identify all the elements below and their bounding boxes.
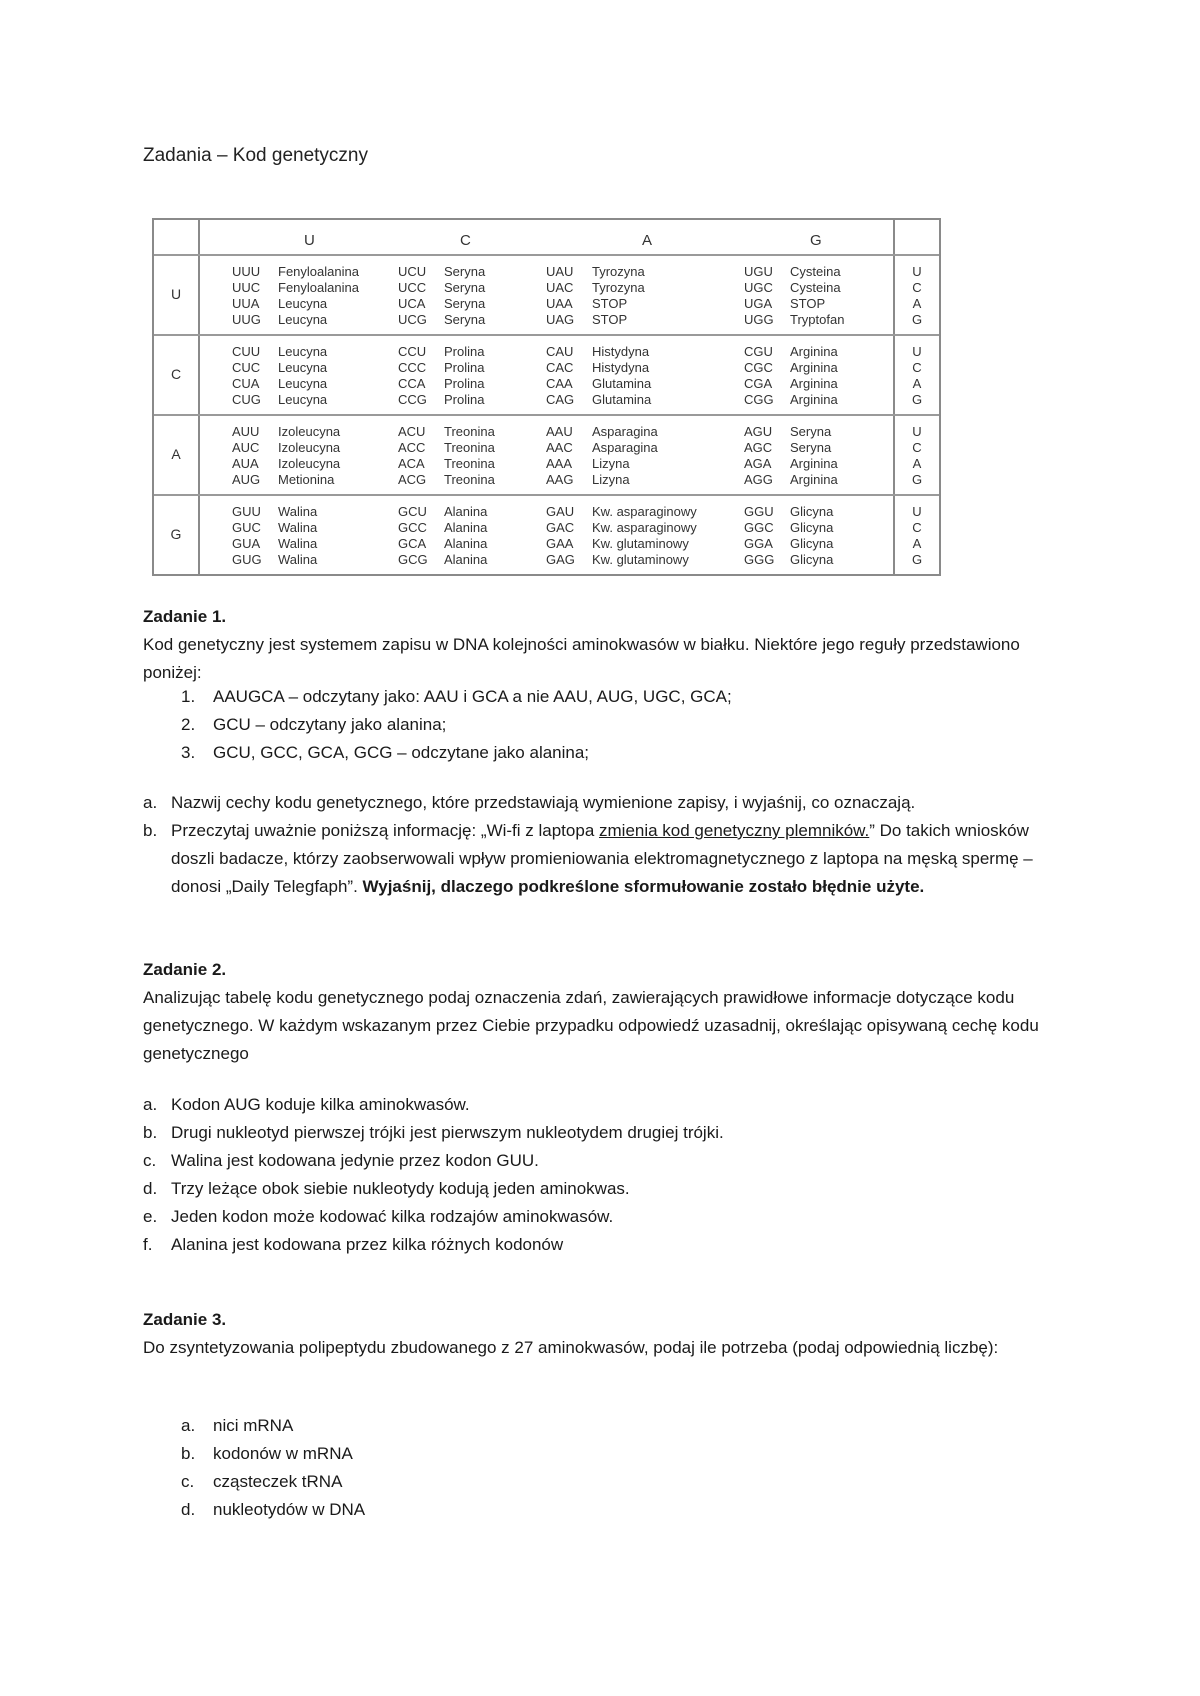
codon: UCG — [398, 312, 427, 327]
codon-entry — [232, 536, 317, 552]
codon-entry — [546, 520, 697, 536]
amino-acid: Treonina — [444, 472, 495, 487]
codon: CAC — [546, 360, 574, 375]
codon-entry — [546, 312, 627, 328]
list-item: a. Nazwij cechy kodu genetycznego, które przedstawiają wymienione zapisy, i wyjaśnij, co oznaczają. — [143, 793, 916, 812]
task-1 — [143, 603, 1063, 687]
amino-acid: Seryna — [444, 280, 486, 295]
codon-entry — [232, 376, 327, 392]
amino-acid: Kw. asparaginowy — [592, 520, 697, 535]
codon-entry — [398, 424, 495, 440]
codon: GGG — [744, 552, 775, 567]
codon: CGU — [744, 344, 773, 359]
codon-entry — [744, 552, 833, 568]
codon: GCG — [398, 552, 428, 567]
amino-acid: Cysteina — [790, 280, 841, 295]
codon-entry — [744, 280, 841, 296]
amino-acid: Seryna — [790, 424, 832, 439]
codon: AUG — [232, 472, 261, 487]
codon-entry — [232, 440, 340, 456]
codon-entry — [546, 360, 649, 376]
amino-acid: Leucyna — [278, 376, 328, 391]
third-position-label: C — [912, 280, 922, 295]
task-1-intro: Kod genetyczny jest systemem zapisu w DNA kolejności aminokwasów w białku. Niektóre jego reguły przedstawiono poniżej: — [143, 635, 1020, 682]
amino-acid: Glutamina — [592, 392, 652, 407]
codon: GCU — [398, 504, 427, 519]
third-position-label: U — [912, 264, 922, 279]
amino-acid: Kw. glutaminowy — [592, 552, 689, 567]
third-position-label: A — [912, 456, 922, 471]
amino-acid: Asparagina — [592, 424, 658, 439]
list-item: b. Drugi nukleotyd pierwszej trójki jest pierwszym nukleotydem drugiej trójki. — [143, 1123, 724, 1142]
codon: UCC — [398, 280, 427, 295]
codon-entry — [546, 280, 645, 296]
list-item: c. Walina jest kodowana jedynie przez kodon GUU. — [143, 1151, 539, 1170]
amino-acid: Seryna — [444, 296, 486, 311]
codon-entry — [546, 296, 627, 312]
codon-entry — [232, 456, 340, 472]
codon-entry — [744, 440, 831, 456]
amino-acid: Leucyna — [278, 296, 328, 311]
third-position-label: C — [912, 520, 922, 535]
list-item: 2. GCU – odczytany jako alanina; — [181, 715, 447, 734]
codon-entry — [546, 536, 689, 552]
codon: GGU — [744, 504, 774, 519]
codon: GUG — [232, 552, 262, 567]
codon-entry — [398, 280, 485, 296]
codon: AGC — [744, 440, 773, 455]
third-position-label: U — [912, 344, 922, 359]
third-position-label: A — [912, 376, 922, 391]
amino-acid: Tryptofan — [790, 312, 845, 327]
amino-acid: Alanina — [444, 504, 488, 519]
list-item: b. Przeczytaj uważnie poniższą informację: „Wi-fi z laptopa zmienia kod genetyczny plemników.” Do takich wniosków doszli badacze, którzy zaobserwowali wpływ promieniowania elektromagnetycznego z laptopa na męską spermę – donosi „Daily Telegfaph”. Wyjaśnij, dlaczego podkreślone sformułowanie zostało błędnie użyte. — [143, 821, 1033, 896]
amino-acid: Walina — [278, 520, 318, 535]
codon-entry — [546, 472, 630, 488]
codon: AUA — [232, 456, 259, 471]
codon: UAU — [546, 264, 574, 279]
codon: GUU — [232, 504, 261, 519]
codon-entry — [546, 392, 651, 408]
amino-acid: Seryna — [444, 264, 486, 279]
codon-entry — [398, 440, 495, 456]
codon-entry — [546, 264, 645, 280]
codon-entry — [546, 504, 697, 520]
codon: AAA — [546, 456, 573, 471]
column-header-a: A — [642, 232, 653, 249]
amino-acid: Treonina — [444, 456, 495, 471]
codon: AGA — [744, 456, 772, 471]
third-position-label: G — [911, 392, 923, 407]
codon: GAC — [546, 520, 575, 535]
codon-entry — [744, 472, 838, 488]
codon: ACU — [398, 424, 426, 439]
third-position-label: G — [911, 312, 923, 327]
list-item: c. cząsteczek tRNA — [181, 1472, 343, 1491]
list-item: a. nici mRNA — [181, 1416, 294, 1435]
document-title: Zadania – Kod genetyczny — [143, 145, 368, 166]
codon: CAG — [546, 392, 575, 407]
column-header-c: C — [460, 232, 471, 249]
amino-acid: Lizyna — [592, 456, 630, 471]
codon-entry — [232, 520, 317, 536]
amino-acid: Alanina — [444, 520, 488, 535]
codon: GUA — [232, 536, 261, 551]
codon-entry — [744, 264, 841, 280]
codon-entry — [546, 456, 630, 472]
codon-entry — [744, 344, 838, 360]
codon: UAC — [546, 280, 574, 295]
third-position-label: U — [912, 504, 922, 519]
list-item: f. Alanina jest kodowana przez kilka różnych kodonów — [143, 1235, 564, 1254]
task-2-intro: Analizując tabelę kodu genetycznego podaj oznaczenia zdań, zawierających prawidłowe informacje dotyczące kodu genetycznego. W każdym wskazanym przez Ciebie przypadku odpowiedź uzasadnij, określając opisywaną cechę kodu genetycznego — [143, 988, 1039, 1063]
task-3-intro: Do zsyntetyzowania polipeptydu zbudowanego z 27 aminokwasów, podaj ile potrzeba (podaj odpowiednią liczbę): — [143, 1338, 999, 1357]
amino-acid: Izoleucyna — [278, 424, 341, 439]
third-position-label: U — [912, 424, 922, 439]
amino-acid: Seryna — [444, 312, 486, 327]
codon-entry — [232, 344, 327, 360]
column-header-g: G — [810, 232, 822, 249]
amino-acid: Glicyna — [790, 552, 834, 567]
codon-entry — [744, 360, 838, 376]
third-position-label: C — [912, 440, 922, 455]
third-position-label: G — [911, 552, 923, 567]
amino-acid: Treonina — [444, 440, 495, 455]
codon: CAA — [546, 376, 573, 391]
task-2 — [143, 956, 1063, 1068]
amino-acid: Prolina — [444, 344, 485, 359]
amino-acid: STOP — [592, 312, 628, 327]
codon-entry — [398, 376, 484, 392]
amino-acid: Histydyna — [592, 360, 650, 375]
third-position-label: G — [911, 472, 923, 487]
amino-acid: Walina — [278, 552, 318, 567]
codon: AAG — [546, 472, 574, 487]
codon-entry — [546, 344, 649, 360]
list-item: d. nukleotydów w DNA — [181, 1500, 366, 1519]
amino-acid: Lizyna — [592, 472, 630, 487]
codon-entry — [744, 504, 833, 520]
amino-acid: Arginina — [790, 360, 838, 375]
codon-entry — [232, 360, 327, 376]
codon-entry — [546, 424, 658, 440]
codon-entry — [232, 296, 327, 312]
amino-acid: Walina — [278, 504, 318, 519]
amino-acid: STOP — [790, 296, 826, 311]
codon: CUG — [232, 392, 261, 407]
amino-acid: Izoleucyna — [278, 440, 341, 455]
task-1-heading: Zadanie 1. — [143, 607, 227, 626]
list-item: e. Jeden kodon może kodować kilka rodzajów aminokwasów. — [143, 1207, 614, 1226]
amino-acid: Histydyna — [592, 344, 650, 359]
codon-entry — [398, 552, 487, 568]
codon: UUA — [232, 296, 260, 311]
codon: CUU — [232, 344, 261, 359]
row-label-a: A — [171, 446, 181, 462]
codon: UCA — [398, 296, 426, 311]
task-3 — [143, 1306, 1063, 1362]
codon: GCA — [398, 536, 427, 551]
codon: AUU — [232, 424, 260, 439]
codon: GCC — [398, 520, 427, 535]
codon-entry — [744, 424, 831, 440]
codon: CUC — [232, 360, 261, 375]
codon-entry — [398, 520, 487, 536]
task-2-heading: Zadanie 2. — [143, 960, 227, 979]
codon: GAG — [546, 552, 575, 567]
codon: CCA — [398, 376, 426, 391]
codon-entry — [546, 552, 689, 568]
task-1-questions — [143, 789, 1073, 901]
codon: AGU — [744, 424, 773, 439]
amino-acid: Arginina — [790, 376, 838, 391]
codon-entry — [744, 520, 833, 536]
amino-acid: Arginina — [790, 472, 838, 487]
codon: CCU — [398, 344, 427, 359]
codon-entry — [232, 264, 359, 280]
codon-entry — [398, 472, 495, 488]
amino-acid: Cysteina — [790, 264, 841, 279]
codon-entry — [232, 472, 334, 488]
codon-entry — [398, 344, 484, 360]
codon: AUC — [232, 440, 260, 455]
codon-entry — [232, 552, 317, 568]
codon-entry — [232, 504, 317, 520]
codon-entry — [546, 376, 651, 392]
codon-entry — [398, 312, 485, 328]
task-2-statements — [143, 1091, 1073, 1259]
amino-acid: Fenyloalanina — [278, 264, 359, 279]
codon-entry — [398, 264, 485, 280]
amino-acid: Prolina — [444, 376, 485, 391]
codon: CCC — [398, 360, 427, 375]
list-item: a. Kodon AUG koduje kilka aminokwasów. — [143, 1095, 470, 1114]
row-label-g: G — [170, 526, 182, 542]
third-position-label: A — [912, 296, 922, 311]
codon: CAU — [546, 344, 574, 359]
row-label-c: C — [170, 366, 182, 382]
codon: ACC — [398, 440, 426, 455]
amino-acid: Walina — [278, 536, 318, 551]
codon: UAA — [546, 296, 573, 311]
codon-entry — [398, 392, 484, 408]
list-item: 3. GCU, GCC, GCA, GCG – odczytane jako alanina; — [181, 743, 590, 762]
codon: UCU — [398, 264, 427, 279]
amino-acid: STOP — [592, 296, 628, 311]
amino-acid: Prolina — [444, 360, 485, 375]
codon-entry — [744, 376, 838, 392]
amino-acid: Glicyna — [790, 520, 834, 535]
bold-instruction: Wyjaśnij, dlaczego podkreślone sformułowanie zostało błędnie użyte. — [362, 877, 925, 896]
codon: UGU — [744, 264, 773, 279]
codon-entry — [744, 456, 838, 472]
amino-acid: Glicyna — [790, 504, 834, 519]
amino-acid: Kw. glutaminowy — [592, 536, 689, 551]
third-position-label: C — [912, 360, 922, 375]
amino-acid: Fenyloalanina — [278, 280, 359, 295]
codon: UGA — [744, 296, 773, 311]
task-3-heading: Zadanie 3. — [143, 1310, 227, 1329]
codon: UUC — [232, 280, 261, 295]
codon: AAC — [546, 440, 573, 455]
codon-entry — [232, 280, 359, 296]
codon: CGA — [744, 376, 773, 391]
codon: GAA — [546, 536, 574, 551]
task-1-rules — [181, 683, 1061, 767]
amino-acid: Alanina — [444, 552, 488, 567]
codon-entry — [232, 312, 327, 328]
codon-table — [152, 218, 941, 576]
task-3-items — [181, 1412, 1061, 1524]
codon-entry — [232, 392, 327, 408]
codon-entry — [744, 392, 838, 408]
codon-entry — [744, 296, 825, 312]
codon: UAG — [546, 312, 575, 327]
codon: ACA — [398, 456, 425, 471]
list-item: b. kodonów w mRNA — [181, 1444, 353, 1463]
codon: GAU — [546, 504, 575, 519]
codon: UGG — [744, 312, 774, 327]
codon: GUC — [232, 520, 261, 535]
amino-acid: Leucyna — [278, 344, 328, 359]
amino-acid: Tyrozyna — [592, 280, 645, 295]
amino-acid: Metionina — [278, 472, 335, 487]
codon-entry — [232, 424, 340, 440]
amino-acid: Leucyna — [278, 312, 328, 327]
amino-acid: Leucyna — [278, 392, 328, 407]
codon-entry — [398, 360, 484, 376]
codon: CGG — [744, 392, 774, 407]
amino-acid: Treonina — [444, 424, 495, 439]
codon-entry — [744, 536, 833, 552]
codon: AGG — [744, 472, 773, 487]
amino-acid: Asparagina — [592, 440, 658, 455]
codon: GGA — [744, 536, 773, 551]
codon-entry — [398, 296, 485, 312]
codon-entry — [546, 440, 658, 456]
amino-acid: Kw. asparaginowy — [592, 504, 697, 519]
column-header-u: U — [304, 232, 315, 249]
codon: UGC — [744, 280, 773, 295]
amino-acid: Arginina — [790, 392, 838, 407]
codon: UUG — [232, 312, 261, 327]
codon: CGC — [744, 360, 773, 375]
codon: ACG — [398, 472, 427, 487]
codon-entry — [398, 456, 495, 472]
amino-acid: Seryna — [790, 440, 832, 455]
underlined-phrase: zmienia kod genetyczny plemników. — [599, 821, 870, 840]
amino-acid: Leucyna — [278, 360, 328, 375]
codon: UUU — [232, 264, 261, 279]
list-item: 1. AAUGCA – odczytany jako: AAU i GCA a nie AAU, AUG, UGC, GCA; — [181, 687, 732, 706]
codon-entry — [398, 504, 487, 520]
codon: CCG — [398, 392, 427, 407]
amino-acid: Arginina — [790, 456, 838, 471]
amino-acid: Glutamina — [592, 376, 652, 391]
amino-acid: Tyrozyna — [592, 264, 645, 279]
amino-acid: Glicyna — [790, 536, 834, 551]
codon-entry — [744, 312, 844, 328]
row-label-u: U — [170, 286, 182, 302]
codon: CUA — [232, 376, 260, 391]
amino-acid: Arginina — [790, 344, 838, 359]
codon: AAU — [546, 424, 573, 439]
amino-acid: Alanina — [444, 536, 488, 551]
amino-acid: Izoleucyna — [278, 456, 341, 471]
amino-acid: Prolina — [444, 392, 485, 407]
codon: GGC — [744, 520, 774, 535]
third-position-label: A — [912, 536, 922, 551]
codon-entry — [398, 536, 487, 552]
list-item: d. Trzy leżące obok siebie nukleotydy kodują jeden aminokwas. — [143, 1179, 630, 1198]
